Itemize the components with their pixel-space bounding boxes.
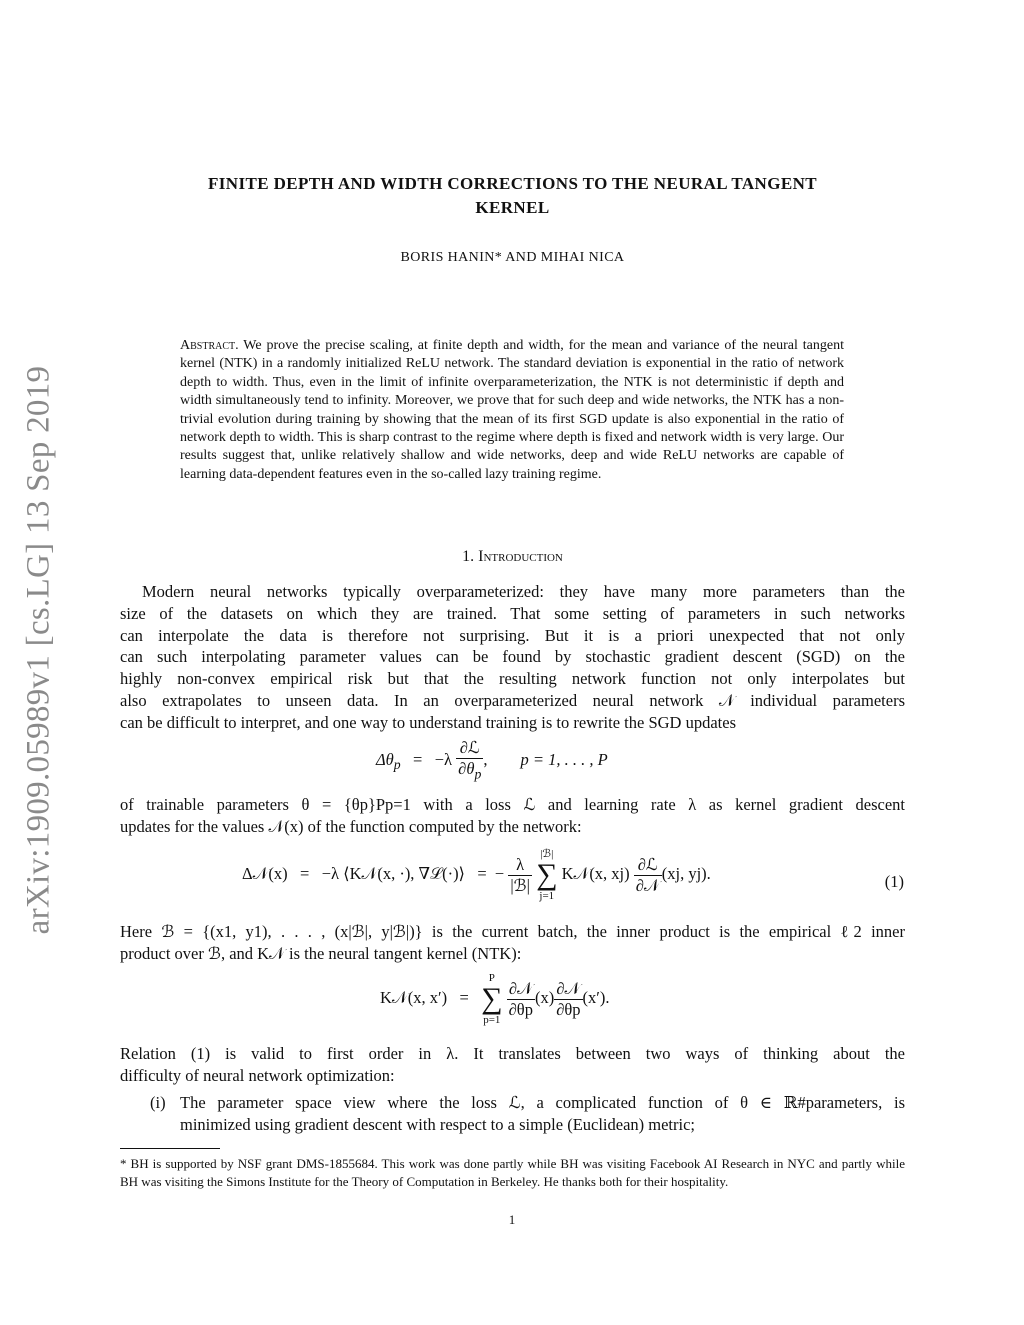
eq1-sum <box>536 848 557 902</box>
section-heading <box>120 548 905 566</box>
intro-line-6: also extrapolates to unseen data. In an overparameterized neural network 𝒩 individual parameters <box>120 690 905 710</box>
eq-ntk-derivative-2 <box>554 979 582 1020</box>
equation-1-number: (1) <box>884 872 904 891</box>
section-title: Introduction <box>478 548 563 565</box>
eq-ntk-end: (x′). <box>582 987 610 1007</box>
eq-ntk-den-2: ∂θp <box>556 999 581 1019</box>
eq-sgd-fraction <box>456 738 483 784</box>
relation-paragraph <box>120 1043 905 1087</box>
kernel-descent-line-1: of trainable parameters θ = {θp}Pp=1 with a loss ℒ and learning rate λ as kernel gradient descent <box>120 795 905 814</box>
eq-ntk-sum-bottom: p=1 <box>483 1014 501 1026</box>
title-line-2: KERNEL <box>475 198 550 217</box>
eq-sgd-lhs-sub: p <box>393 757 401 773</box>
equation-1: Δ𝒩(x) = −λ ⟨K𝒩(x, ·), ∇ℒ(·)⟩ = − $\frac{\lambda}{\text{|ℬ|}}$ |ℬ| ∑ j=1 K𝒩(x, xj) $\frac{\text{∂ℒ}}{\text{∂𝒩}}$ (xj, yj). <box>242 848 711 902</box>
intro-line-2: size of the datasets on which they are trained. That some setting of parameters in such networks <box>120 603 905 623</box>
eq1-tail: (xj, yj). <box>661 863 711 883</box>
sum-symbol-icon: ∑ <box>536 858 558 891</box>
intro-line-1: Modern neural networks typically overparameterized: they have many more parameters than the <box>142 582 905 601</box>
paper-authors: BORIS HANIN* AND MIHAI NICA <box>400 250 625 265</box>
intro-paragraph <box>120 581 905 734</box>
intro-line-5: highly non-convex empirical risk but that the resulting network function not only interpolates but <box>120 669 905 689</box>
eq-ntk-lhs: K𝒩(x, x′) <box>380 987 448 1007</box>
eq-ntk-derivative-1 <box>507 979 535 1020</box>
list-item-i-line-2: minimized using gradient descent with respect to a simple (Euclidean) metric; <box>180 1114 696 1134</box>
kernel-descent-paragraph <box>120 794 905 838</box>
eq-ntk-num-2: ∂𝒩 <box>554 979 582 1000</box>
relation-line-1: Relation (1) is valid to first order in λ. It translates between two ways of thinking about the <box>120 1044 905 1063</box>
eq-ntk-num-1: ∂𝒩 <box>507 979 535 1000</box>
eq1-sum-bottom: j=1 <box>539 890 555 902</box>
eq-ntk-den-1: ∂θp <box>508 999 533 1019</box>
list-item-i-line-1: The parameter space view where the loss ℒ, a complicated function of θ ∈ ℝ#parameters, is <box>180 1093 905 1112</box>
eq1-lhs: Δ𝒩(x) <box>242 863 288 883</box>
intro-line-4: can such interpolating parameter values can be found by stochastic gradient descent (SGD) on the <box>120 647 905 667</box>
eq1-derivative <box>634 855 662 896</box>
eq-sgd-range: p = 1, . . . , P <box>520 749 608 769</box>
eq1-term: K𝒩(x, xj) <box>561 863 630 883</box>
eq-sgd-num: ∂ℒ <box>456 738 483 759</box>
paper-title <box>120 172 905 220</box>
footnote-rule <box>120 1148 220 1149</box>
eq-ntk-mid: (x) <box>534 987 555 1007</box>
eq-sgd-den-sub: p <box>474 766 482 782</box>
eq1-deriv-den: ∂𝒩 <box>635 875 660 895</box>
eq-sgd-lhs: Δθ <box>376 749 394 769</box>
list-item-i-label: (i) <box>150 1093 166 1112</box>
eq1-inner-product: −λ ⟨K𝒩(x, ·), ∇ℒ(·)⟩ <box>321 863 465 883</box>
arxiv-side-label <box>18 355 60 945</box>
abstract <box>180 337 844 484</box>
footnote: * BH is supported by NSF grant DMS-1855684. This work was done partly while BH was visiting Facebook AI Research in NYC and partly while BH was visiting the Simons Institute for the Theory of Computation in Berkeley. He thanks both for their hospitality. <box>120 1156 905 1190</box>
kernel-descent-line-2: updates for the values 𝒩(x) of the function computed by the network: <box>120 816 582 836</box>
sum-symbol-icon: ∑ <box>481 982 503 1015</box>
eq1-deriv-num: ∂ℒ <box>634 855 662 876</box>
eq-ntk-sum <box>481 972 502 1026</box>
title-line-1: FINITE DEPTH AND WIDTH CORRECTIONS TO THE NEURAL TANGENT <box>207 174 818 193</box>
eq1-sum-top: |ℬ| <box>540 848 554 860</box>
abstract-label: Abstract. <box>180 338 239 353</box>
section-number: 1. <box>462 548 475 565</box>
intro-line-3: can interpolate the data is therefore not surprising. But it is a priori unexpected that not only <box>120 625 905 645</box>
eq1-frac-num: λ <box>508 855 532 876</box>
eq-sgd-equals: = <box>413 749 423 769</box>
batch-line-2: product over ℬ, and K𝒩 is the neural tangent kernel (NTK): <box>120 943 522 963</box>
abstract-text: We prove the precise scaling, at finite depth and width, for the mean and variance of the neural tangent kernel (NTK) in a randomly initialized ReLU network. The standard deviation is exponential in the ratio of network depth to width. Thus, even in the limit of infinite overparameterization, the NTK is not deterministic if depth and width simultaneously tend to infinity. Moreover, we prove that for such deep and wide networks, the NTK has a non-trivial evolution during training by showing that the mean of its first SGD update is also exponential in the ratio of network depth to width. This is sharp contrast to the regime where depth is fixed and network width is very large. Our results suggest that, unlike relatively shallow and wide networks, deep and wide ReLU networks are capable of learning data-dependent features even in the so-called lazy training regime. <box>180 338 844 482</box>
equation-sgd-update: $\Delta\theta_p$ = −λ $\frac{\text{∂ℒ}}{\partial\theta_p}$ , p = 1, . . . , P <box>376 738 608 784</box>
batch-paragraph <box>120 921 905 965</box>
eq-sgd-den: ∂θ <box>458 759 475 778</box>
list-item-i <box>150 1092 905 1136</box>
batch-line-1: Here ℬ = {(x1, y1), . . . , (x|ℬ|, y|ℬ|)} is the current batch, the inner product is the empirical ℓ2 inner <box>120 922 905 941</box>
eq1-fraction <box>508 855 532 896</box>
equation-ntk: K𝒩(x, x′) = P ∑ p=1 $\frac{\text{∂𝒩}}{\partial\theta p}$ (x) $\frac{\text{∂𝒩}}{\partial\theta p}$ (x′). <box>380 972 610 1026</box>
eq-sgd-lambda: −λ <box>434 749 453 769</box>
arxiv-id: arXiv:1909.05989v1 [cs.LG] 13 Sep 2019 <box>20 365 57 935</box>
eq1-frac-den: |ℬ| <box>510 875 530 895</box>
relation-line-2: difficulty of neural network optimization: <box>120 1065 395 1085</box>
intro-line-7: can be difficult to interpret, and one way to understand training is to rewrite the SGD updates <box>120 712 736 732</box>
eq-ntk-sum-top: P <box>488 972 495 984</box>
page-number: 1 <box>508 1212 516 1227</box>
